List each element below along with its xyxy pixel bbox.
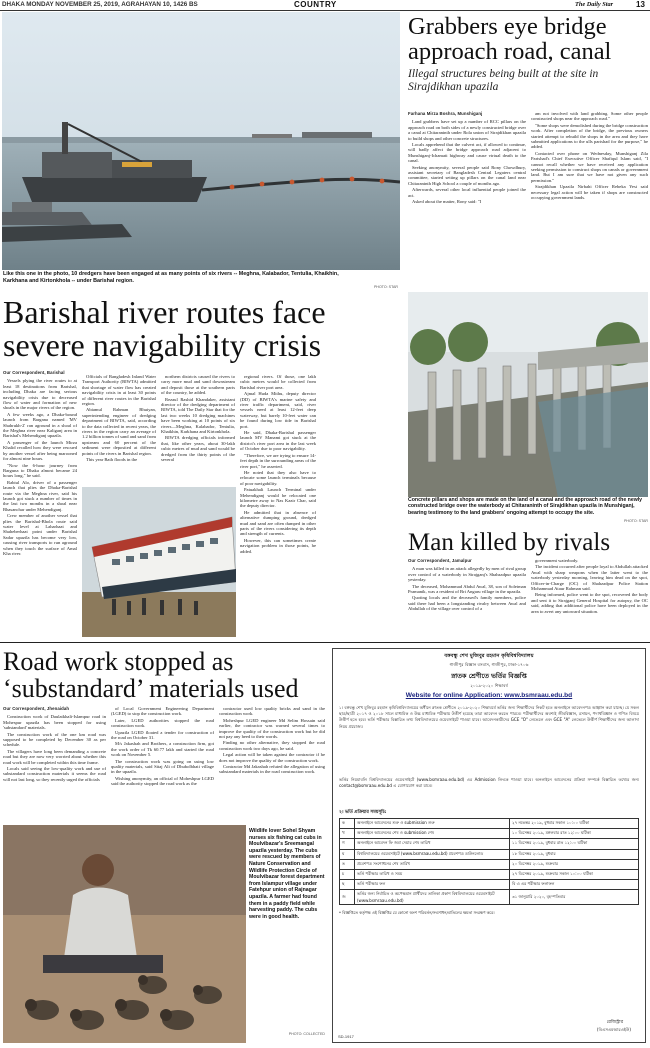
barishal-headline-line2: severe navigability crisis [3,327,322,363]
masthead-page-number: 13 [636,0,645,9]
article-paragraph: Asked about the matter, Rony said: "I [412,199,482,205]
cat-cubs-caption: Wildlife lover Sohel Shyam nurses six fishing cat cubs in Moulvibazar's Sreemangal upazila yesterday. The cubs were rescued by members of Nature Conservation and Wildlife Protection Circle of Moulvibazar forest department from Islampur village under Fatehpur union of Rajnagar upazila. A farmer had found them in a paddy field while harvesting paddy. The cubs were in good health. [249,828,325,920]
notice-schedule-table [339,818,639,905]
notice-paragraph: ভর্তির নিয়মাবলি বিশ্ববিদ্যালয়ের ওয়েবসাইটে (www.bsmraau.edu.bd) এর Admission লিংকে পাওয়া যাবে। অনলাইনে আবেদনের প্রক্রিয়া সম্পর্কে বিস্তারিত তথ্যের জন্য contact@bsmraau.edu.bd এ যোগাযোগ করা যাবে। [339,777,639,789]
notice-table-row [340,890,639,905]
notice-table-row [340,829,639,839]
article-paragraph: Moheshpur LGED engineer Md Selim Hossain said earlier, the contractor was warned several times to improve the quality of the construction work but he did not pay any heed to their words. [219,717,325,740]
article-paragraph: Wishing anonymity, an official of Moheshpur LGED said the authority stopped the road work as the [111,775,214,787]
road-headline [3,648,328,702]
notice-row-index: ঙ [340,859,355,869]
road-column-1 [3,706,106,821]
article-paragraph: However, this can sometimes create navigation problem in those points, he added. [240,537,316,554]
road-column-2 [111,706,214,821]
grabbers-headline-line2: approach road, canal [408,38,612,65]
notice-header-title: স্নাতক শ্রেণীতে ভর্তির বিজ্ঞপ্তি [451,672,527,680]
notice-row-activity: ভর্তি পরীক্ষার তারিখ ও সময় [355,869,510,879]
notice-row-date: ৩১ জানুয়ারি ২০২০, বৃহস্পতিবার [510,890,639,905]
notice-schedule-title: ২। ভর্তি প্রক্রিয়ার সময়সূচি: [339,810,387,815]
notice-website-link[interactable]: Website for online Application: www.bsmraau.edu.bd [405,692,573,699]
notice-header-session: ২০১৯-২০২০ শিক্ষাবর্ষ [470,683,508,688]
barishal-byline: Our Correspondent, Barishal [3,370,65,375]
barishal-headline [3,296,401,362]
masthead-section: COUNTRY [294,0,337,9]
article-paragraph: Legal action will be taken against the contractor if he does not improve the quality of the construction work. [219,752,325,763]
cat-cubs-credit: PHOTO: COLLECTED [288,1032,325,1036]
notice-table-row [340,849,639,859]
killed-headline: Man killed by rivals [408,529,611,556]
masthead-paper: The Daily Star [575,1,614,8]
notice-row-activity: ভর্তির জন্য নির্বাচিত ও অপেক্ষমান প্রার্থীদের তালিকা প্রকাশ বিশ্ববিদ্যালয়ের ওয়েবসাইটে (www.bsmraau.edu.bd) [355,890,510,905]
grabbers-byline: Farhana Mirza Boshra, Munshiganj [408,111,483,116]
article-paragraph: "Some shops were demolished during the bridge construction work. After completion of the bridge, the previous owners started attempt to rebuild the shops in the area and they have submitted applications to the ulls parishad for the purpose," he added. [531,122,648,150]
article-paragraph: He said, Dhaka-Barishal passenger launch MV Manami got stuck at the district's river port area in the last week of October due to poor navigability. [240,430,316,452]
article-paragraph: government waterbody. [535,558,579,563]
article-paragraph: Afterwards, several other local influential people joined the act. [408,187,526,198]
killed-byline: Our Correspondent, Jamalpur [408,558,472,563]
barishal-column-4 [240,374,316,640]
notice-row-activity: অনলাইনে আবেদনের শেষ ও submission শেষ [355,829,510,839]
notice-signature-org: (বিএসএমআরএইউ) [596,1027,631,1032]
article-paragraph: The construction work of the one km road was supposed to be completed by December 30 as per schedule. [3,731,106,748]
notice-table-row [340,819,639,829]
bridge-photo-caption: Concrete pillars and shops are made on the land of a canal and the approach road of the newly constructed bridge over the waterbody at Chitaraninth of Sirajdikhan upazila in Munshiganj, bearing testimony to the land grabbers' ongoing attempt to occupy the site. [408,497,643,516]
killed-column-1 [408,558,526,638]
article-paragraph: am not involved with land grabbing. Some other people constructed shops near the approach road." [531,111,648,122]
road-headline-line2: ‘substandard’ materials used [3,674,299,703]
article-paragraph: The construction work was going on using low quality materials, said Sitaj Ali of Dhubolbhati village in the upazila. [111,758,214,775]
notice-row-activity: প্রবেশপত্র সংশোধনের শেষ তারিখ [355,859,510,869]
notice-row-index: জ [340,890,355,905]
notice-table-row [340,839,639,849]
notice-footer-note: * বিজ্ঞপ্তিতে কর্তৃপক্ষ এই বিজ্ঞপ্তির যে কোনো অংশ পরিবর্তন/সংশোধন/বাতিলের ক্ষমতা সংরক্ষণ করে। [339,910,495,916]
article-paragraph: "Now the 6-hour journey from Barguna to Dhaka almost became 24 hours long," he said. [3,462,77,479]
article-paragraph: Land grabbers have set up a number of RCC pillars on the approach road on both sides of a newly constructed bridge over a canal at Chitaraninth under Rola union of Sirajdikhan upazila to build shops and other concrete structures. [408,119,526,141]
admission-notice [332,648,646,1043]
article-paragraph: Upazila LGED floated a tender for construction of the road on October 31. [111,729,214,741]
article-paragraph: regional rivers. Of those, one lakh cubic metres would be collected from Barishal river port area. [240,374,316,390]
dredger-photo [2,12,400,270]
notice-paragraph: ১। বঙ্গবন্ধু শেখ মুজিবুর রহমান কৃষিবিশ্ববিদ্যালয়ের অধীনে স্নাতক শ্রেণীতে ২০১৯-২০২০ শিক্ষাবর্ষে ভর্তির জন্য শিক্ষার্থীদের নিকট হতে অনলাইনে আবেদনপত্র আহ্বান করা যাচ্ছে। যে সকল ছাত্র/ছাত্রী ২০১৭ ও ২০১৮ সালে মাধ্যমিক ও উচ্চ মাধ্যমিক পরীক্ষায় উত্তীর্ণ হয়েছে তারা আবেদন করতে পারবে। পরীক্ষার্থীদের অবশ্যই জীববিজ্ঞান, রসায়ন, পদার্থবিজ্ঞান ও গণিত বিষয়ে উত্তীর্ণ হতে হবে। ভর্তি পরীক্ষার বিস্তারিত তথ্য বিশ্ববিদ্যালয়ের ওয়েবসাইটে পাওয়া যাবে। আবেদনকারীদের GCE "O" লেভেলে এবং GCE "A" লেভেলে উত্তীর্ণ শিক্ষার্থীদের জন্য আলাদা নিয়ম প্রযোজ্য। [339,705,639,729]
article-paragraph: A passenger of the launch Mirza Khalid recalled how they were rescued by another vessel after being marooned for almost nine hours. [3,439,77,462]
barishal-headline-line1: Barishal river routes face [3,294,326,330]
killed-column-2 [531,558,648,638]
notice-row-index: গ [340,839,355,849]
notice-row-index: চ [340,869,355,879]
grabbers-subhead-line1: Illegal structures being built at the site in [408,68,599,80]
notice-row-date: বি এ এর পরীক্ষার ফলাফল [510,880,639,890]
article-paragraph: Contractor Md Jakashah refuted the allegation of using substandard materials in the road construction work. [219,764,325,775]
grabbers-subhead [408,68,648,94]
notice-row-date: ২০ ডিসেম্বর ২০১৯, শুক্রবার [510,859,639,869]
notice-row-date: ১০ ডিসেম্বর ২০১৯, মঙ্গলবার রাত ১২:০০ ঘটিকা [510,829,639,839]
bridge-photo-credit: PHOTO: STAR [623,519,648,523]
article-paragraph: Finding no other alternative, they stopped the road construction work two days ago, he said. [219,740,325,751]
article-paragraph: He noted that they also have to relocate some launch terminals because of poor navigability. [240,469,316,486]
dredger-photo-caption: Like this one in the photo, 10 dredgers have been engaged at as many points of six rivers -- Meghna, Kalabador, Tentulia, Khaikhin, Karkhana and Kirtonkhola -- under Barishal region. [3,271,339,284]
grabbers-headline [408,14,648,64]
notice-row-index: ক [340,819,355,829]
article-paragraph: The incident occurred after people loyal to Abdullah attacked Awal with sharp weapons when the latter went to the waterbody yesterday morning, leaving him dead on the spot, Officer-in-Charge (OC) of Shahzadpur Police Station Mohammad Ataur Rahman said. [531,564,648,592]
article-paragraph: Ajmal Huda Mithu, deputy director (DD) of BIWTA's marine safety and river traffic department, said, river vessels need at least 12-feet deep waterway, but barely 10-feet water can be found during low tide in Barishal port. [240,391,316,429]
grabbers-headline-line1: Grabbers eye bridge [408,13,607,40]
grabbers-column-2 [531,111,648,289]
article-paragraph: M/s Jakashah and Brothers, a construction firm, got the work order of Tk 60.77 lakh and started the road work on November 5. [111,741,214,758]
grabbers-subhead-line2: Sirajdikhan upazila [408,81,499,93]
masthead-bar [0,0,650,11]
article-paragraph: Quoting locals and the deceased's family members, police said there had been a longstanding rivalry between Awal and Abdullah of the village over control of a [408,595,526,612]
notice-row-date: ১১ ডিসেম্বর ২০১৯, বুধবার রাত ১২:০০ ঘটিকা [510,839,639,849]
article-paragraph: Vessels plying the river routes to at least 18 destinations from Barishal, including Dhaka are facing serious navigability crisis due to decreased flow of water and formation of new shoals in the major rivers of the region. [3,378,77,411]
article-paragraph: Contacted over phone on Wednesday, Munshiganj Zila Parishad's Chief Executive Officer Shafiqul Islam said, "I cannot recall whether we have received any application seeking permission to construct shops on canals or government land. But I am sure that we have not given any such permission." [531,150,648,183]
grabbers-column-1 [408,111,526,289]
article-paragraph: Patuakhali Launch Terminal under Mehendiganj would be relocated one kilometre away to Nas Kazir Char, said the deputy director. [240,487,316,509]
road-headline-line1: Road work stopped as [3,647,234,676]
article-paragraph: This year Bath floods in the [86,457,138,463]
article-paragraph: Locals apprehend that the culvert act, if allowed to continue, will badly affect the bridge approach road adjacent to Munshiganj-Ichamati highway and cause virtual death to the canal. [408,142,526,164]
launch-photo [82,487,236,637]
barishal-column-1 [3,370,77,640]
notice-row-date: ২৭ ডিসেম্বর ২০১৯, শুক্রবার সকাল ১০:০০ ঘটিকা [510,869,639,879]
article-paragraph: Later, LGED authorities stopped the road construction work. [111,717,214,729]
article-paragraph: Sirajdikhan Upazila Nirbahi Officer Rebeka Yesi said necessary legal action will be taken if shops are constructed occupying government lands. [531,184,648,201]
article-paragraph: Being informed, police went to the spot, recovered the body and sent it to Sirajganj General Hospital for autopsy, the OC said, adding that additional police have been deployed in the area to avert any untoward situation. [531,592,648,614]
article-paragraph: The deceased, Mohammad Abdul Awal, 38, son of Soleiman Pramanik, was a resident of Bri Angaru village in the upazila. [408,583,526,595]
notice-table-row [340,869,639,879]
section-divider [0,642,650,643]
article-paragraph: of Local Government Engineering Department (LGED) to stop the construction work. [111,706,214,717]
notice-row-date: ১৮ ডিসেম্বর ২০১৯, বুধবার [510,849,639,859]
article-paragraph: A man was killed in an attack allegedly by men of rival group over control of a waterbody in Sirajganj's Shahzadpur upazila yesterday. [408,566,526,583]
barishal-column-3 [161,374,235,484]
article-paragraph: Rabiul Alo, driver of a passenger launch that plies the Dhaka-Barishal route via the Meghna river, said his launch got stuck a number of times in the last two months in a shoal near Bhasanchar under Mehendiganj. [3,479,77,512]
notice-row-activity: ভর্তি পরীক্ষার ফল [355,880,510,890]
article-paragraph: Construction work of Daulatkhali-Islampur road in Mohespur upazila has been stopped for using 'substandard' materials. [3,714,106,731]
notice-row-activity: অনলাইনে আবেদন ফি জমা দেয়ার শেষ তারিখ [355,839,510,849]
bridge-photo [408,292,648,497]
article-paragraph: Crew member of another vessel that plies the Barishal-Bhola route said water level at Laharhaat and Shaheberhaat point under Barishal Sadar upazila has become very low, causing river transports to run aground when they touch the surface of Amal Kha river. [3,513,77,556]
article-paragraph: Abiamul Rahman Bhuiyan, superintending engineer of dredging department of BIWTA, said, according to the data collected in recent years, the rivers in the region carry an average of 1.2 billion tonnes of sand and sand from upstream and 60 percent of the sediment were deposited at different points of the rivers in Barishal region. [82,407,156,456]
notice-table-row [340,859,639,869]
cat-cubs-photo [3,825,246,1043]
notice-signature-title: রেজিস্ট্রার [606,1020,623,1025]
notice-table-row [340,880,639,890]
article-paragraph: He admitted that in absence of alternative dumping ground, dredged mud and sand are often dumped in other parts of the rivers considering its depth and strength of currents. [240,509,316,537]
article-paragraph: The villagers have long been demanding a concrete road but they are now very worried about whether this road work will be completed within this time frame. [3,748,106,765]
article-paragraph: northern districts caused the rivers to carry more mud and sand downstream and deposit those at the southern parts of the country, he added. [161,374,235,396]
article-paragraph: Seeking anonymity, several people said Rony Chowdhury, assistant secretary of Bangladesh Central Legaters central committee, started setting up pillars on the canal land near Chitaraninth High School a couple of months ago. [408,164,526,186]
article-paragraph: Officials of Bangladesh Inland Water Transport Authority (BIWTA) admitted that shortage of water flow has created navigability crisis in at least 30 points of different river routes in the Barishal region. [82,374,156,407]
notice-row-index: ছ [340,880,355,890]
notice-header-address: গাজীপুর বিজ্ঞান বসবাস, গাজীপুর, ঢাকা-১৭০৬ [449,662,529,667]
notice-code: SD-1917 [338,1034,354,1039]
notice-row-index: খ [340,829,355,839]
notice-row-date: ২৭ নভেম্বর ২০১৯, বুধবার সকাল ১০:০০ ঘটিকা [510,819,639,829]
notice-row-activity: অনলাইনে আবেদনের শুরু ও submission শুরু [355,819,510,829]
article-paragraph: "Therefore, we are trying to ensure 14-feet depth in the surrounding areas of the river port," he asserted. [240,452,316,469]
article-paragraph: BIWTA dredging officials informed that, like other years, about 30-lakh cubic metres of mud and sand would be dredged from the thirty points of the several [161,435,235,463]
road-byline: Our Correspondent, Jhenaidah [3,706,70,711]
article-paragraph: contractor used low quality bricks and sand in the construction work. [219,706,325,717]
masthead-date: DHAKA MONDAY NOVEMBER 25, 2019, AGRAHAYAN 10, 1426 BS [2,1,198,8]
article-paragraph: A few weeks ago, a Dhaka-bound launch from Bargana named 'MV Shahrukh-2' ran aground in a shoal of the Meghna river near Kaliganj area in Barishal's Mehendiganj upazila. [3,411,77,439]
notice-row-index: ঘ [340,849,355,859]
dredger-photo-credit: PHOTO: STAR [373,285,398,289]
article-paragraph: Locals said seeing the low-quality work and use of substandard construction materials it seems the road will not last long, so they recently urged the officials [3,766,106,782]
notice-row-activity: বিশ্ববিদ্যালয়ের ওয়েবসাইটে (www.bsmraau.edu.bd) প্রবেশপত্র ডাউনলোড [355,849,510,859]
road-column-3 [219,706,325,821]
article-paragraph: Rezaul Rashid Khandaker, assistant director of the dredging department of BIWTA, told The Daily Star that for the last two weeks 10 dredging machines have been working at 10 points of six rivers—Meghna, Kalabador, Tentulia, Khaikhin, Karkhana and Kirtonkhola. [161,396,235,435]
notice-header-university: বঙ্গবন্ধু শেখ মুজিবুর রহমান কৃষিবিশ্ববিদ্যালয় [444,653,534,659]
barishal-column-2 [82,374,156,484]
